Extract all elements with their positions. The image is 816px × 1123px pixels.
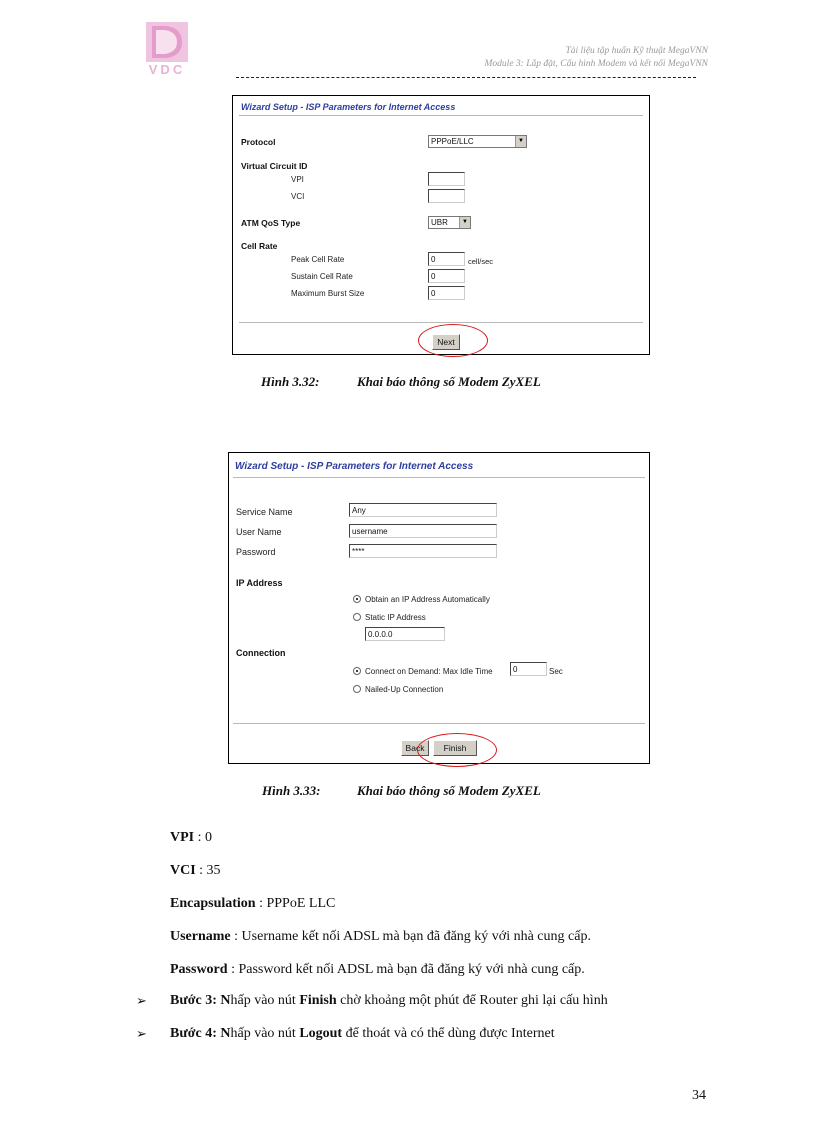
wizard-isp-screenshot-1: [232, 95, 650, 355]
vci-text: : 35: [195, 863, 221, 878]
password-line: [170, 962, 585, 978]
step-3-line: [170, 993, 608, 1009]
nailed-up-label: Nailed-Up Connection: [365, 685, 444, 694]
encapsulation-text: : PPPoE LLC: [255, 896, 336, 911]
connect-on-demand-label: Connect on Demand: Max Idle Time: [365, 667, 493, 676]
user-name-label: User Name: [236, 527, 282, 537]
sustain-cell-rate-label: Sustain Cell Rate: [291, 272, 353, 281]
user-name-input[interactable]: username: [349, 524, 497, 538]
logo-text: VDC: [148, 62, 186, 77]
step-4-label: Bước 4: N: [170, 1026, 231, 1041]
protocol-select-value: PPPoE/LLC: [431, 137, 474, 146]
password-term: Password: [170, 962, 228, 977]
nailed-up-radio[interactable]: [353, 685, 361, 693]
wizard-isp-screenshot-2: [228, 452, 650, 764]
step-4-line: [170, 1026, 555, 1042]
virtual-circuit-label: Virtual Circuit ID: [241, 161, 308, 171]
username-term: Username: [170, 929, 231, 944]
bottom-divider: [239, 322, 643, 323]
password-text: : Password kết nối ADSL mà bạn đã đăng ký với nhà cung cấp.: [227, 962, 585, 977]
header-line-2: Module 3: Lắp đặt, Cấu hình Modem và kết nối MegaVNN: [484, 59, 708, 69]
step-3-text: hấp vào nút: [230, 993, 300, 1008]
finish-keyword: Finish: [299, 993, 337, 1008]
peak-cell-rate-input[interactable]: 0: [428, 252, 465, 266]
header-divider: [236, 77, 696, 78]
bullet-arrow-icon: ➢: [136, 993, 147, 1008]
vci-line: [170, 863, 221, 879]
screenshot-title: Wizard Setup - ISP Parameters for Internet Access: [235, 461, 474, 472]
password-label: Password: [236, 547, 276, 557]
figure-caption-number: Hình 3.33:: [262, 783, 321, 798]
ip-auto-radio[interactable]: [353, 595, 361, 603]
header-line-1: Tài liệu tập huấn Kỹ thuật MegaVNN: [565, 46, 708, 56]
vdc-logo: [138, 22, 196, 78]
max-burst-size-label: Maximum Burst Size: [291, 289, 365, 298]
ip-static-radio[interactable]: [353, 613, 361, 621]
service-name-label: Service Name: [236, 507, 293, 517]
encapsulation-line: [170, 896, 335, 912]
step-4-text: hấp vào nút: [230, 1026, 300, 1041]
password-input[interactable]: ****: [349, 544, 497, 558]
next-button[interactable]: Next: [432, 334, 460, 350]
vpi-line: [170, 830, 212, 846]
vpi-term: VPI: [170, 830, 195, 845]
username-text: : Username kết nối ADSL mà bạn đã đăng ký với nhà cung cấp.: [230, 929, 591, 944]
title-divider: [239, 115, 643, 116]
page-number: 34: [692, 1088, 706, 1103]
username-line: [170, 929, 591, 945]
cell-rate-label: Cell Rate: [241, 241, 278, 251]
connect-on-demand-radio[interactable]: [353, 667, 361, 675]
max-idle-time-input[interactable]: 0: [510, 662, 547, 676]
protocol-select[interactable]: [428, 135, 527, 148]
ip-address-label: IP Address: [236, 578, 283, 588]
peak-cell-rate-unit: cell/sec: [468, 257, 494, 266]
atm-qos-label: ATM QoS Type: [241, 218, 301, 228]
protocol-label: Protocol: [241, 137, 276, 147]
vdc-logo-icon: [146, 22, 188, 62]
peak-cell-rate-label: Peak Cell Rate: [291, 255, 345, 264]
encapsulation-term: Encapsulation: [170, 896, 256, 911]
figure-caption-text: Khai báo thông số Modem ZyXEL: [357, 783, 541, 798]
ip-auto-label: Obtain an IP Address Automatically: [365, 595, 490, 604]
back-button[interactable]: Back: [401, 740, 429, 756]
title-divider: [233, 477, 645, 478]
step-4-text-end: để thoát và có thể dùng được Internet: [342, 1026, 555, 1041]
bottom-divider: [233, 723, 645, 724]
service-name-input[interactable]: Any: [349, 503, 497, 517]
vci-label: VCI: [291, 192, 305, 201]
static-ip-input[interactable]: 0.0.0.0: [365, 627, 445, 641]
ip-static-label: Static IP Address: [365, 613, 426, 622]
atm-qos-select[interactable]: [428, 216, 471, 229]
vpi-label: VPI: [291, 175, 304, 184]
vci-input[interactable]: [428, 189, 465, 203]
atm-qos-value: UBR: [431, 218, 448, 227]
step-3-label: Bước 3: N: [170, 993, 231, 1008]
logout-keyword: Logout: [299, 1026, 343, 1041]
idle-time-unit: Sec: [549, 667, 563, 676]
connection-label: Connection: [236, 648, 286, 658]
max-burst-size-input[interactable]: 0: [428, 286, 465, 300]
vpi-text: : 0: [194, 830, 213, 845]
highlight-circle: [417, 733, 497, 767]
chevron-down-icon: ▼: [459, 217, 470, 228]
screenshot-title: Wizard Setup - ISP Parameters for Internet Access: [241, 102, 456, 112]
chevron-down-icon: ▼: [515, 136, 526, 147]
highlight-circle: [418, 324, 488, 357]
bullet-arrow-icon: ➢: [136, 1026, 147, 1041]
vci-term: VCI: [170, 863, 196, 878]
vpi-input[interactable]: [428, 172, 465, 186]
figure-caption-text: Khai báo thông số Modem ZyXEL: [357, 374, 541, 389]
step-3-text-end: chờ khoảng một phút để Router ghi lại cấu hình: [336, 993, 608, 1008]
sustain-cell-rate-input[interactable]: 0: [428, 269, 465, 283]
figure-caption-number: Hình 3.32:: [261, 374, 320, 389]
finish-button[interactable]: Finish: [433, 740, 477, 756]
